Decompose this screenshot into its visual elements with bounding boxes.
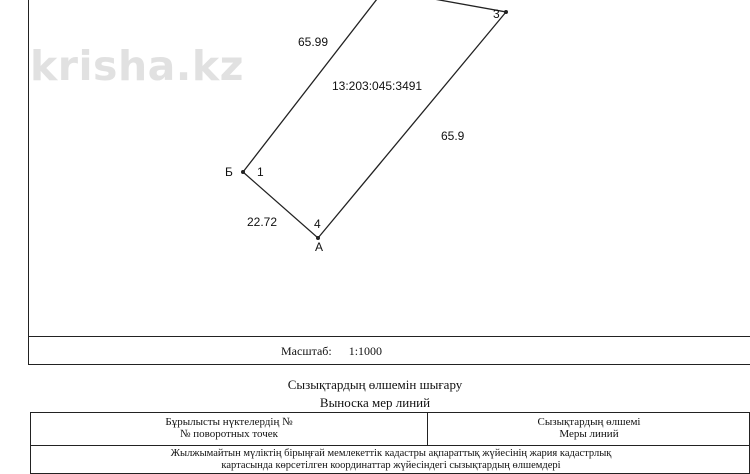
table-note-line2: картасында көрсетілген координаттар жүйесіндегі сызықтардың өлшемдері: [221, 460, 561, 471]
table-note: [31, 448, 750, 472]
header-turning-points: [31, 416, 427, 446]
header-line-measures: [427, 416, 750, 440]
parcel-boundary: [243, 0, 506, 238]
cadastral-number: 13:203:045:3491: [332, 79, 423, 93]
side-length-top-left: 65.99: [298, 35, 329, 49]
header-turning-points-kz: Бұрылысты нүктелердің №: [165, 416, 293, 428]
side-length-right: 65.9: [441, 129, 465, 143]
side-length-bottom-left: 22.72: [247, 215, 278, 229]
header-turning-points-ru: № поворотных точек: [179, 428, 279, 440]
header-line-measures-ru: Меры линий: [559, 428, 619, 440]
header-line-measures-kz: Сызықтардың өлшемі: [537, 416, 641, 428]
vertex-1-point: [241, 170, 245, 174]
vertex-3-point: [504, 10, 508, 14]
scale-label: Масштаб:: [281, 344, 332, 358]
section-title-kazakh: Сызықтардың өлшемін шығару: [287, 377, 463, 392]
watermark-text: krisha.kz: [30, 42, 245, 90]
neighbor-letter-b: Б: [225, 165, 233, 179]
scale-value: 1:1000: [348, 344, 383, 358]
section-title-russian: Выноска мер линий: [319, 395, 431, 410]
line-measures-table: [30, 412, 750, 474]
vertex-number-4: 4: [314, 217, 321, 231]
vertex-number-1: 1: [257, 165, 264, 179]
scale-text: [281, 344, 382, 359]
table-note-line1: Жылжымайтын мүліктің бірыңғай мемлекеттік кадастры ақпараттық жүйесінің жария кадастрлық: [170, 448, 612, 459]
row-divider: [31, 445, 750, 446]
vertex-number-3: 3: [493, 7, 500, 21]
neighbor-letter-a: А: [315, 240, 324, 254]
scale-bar: [28, 336, 750, 365]
